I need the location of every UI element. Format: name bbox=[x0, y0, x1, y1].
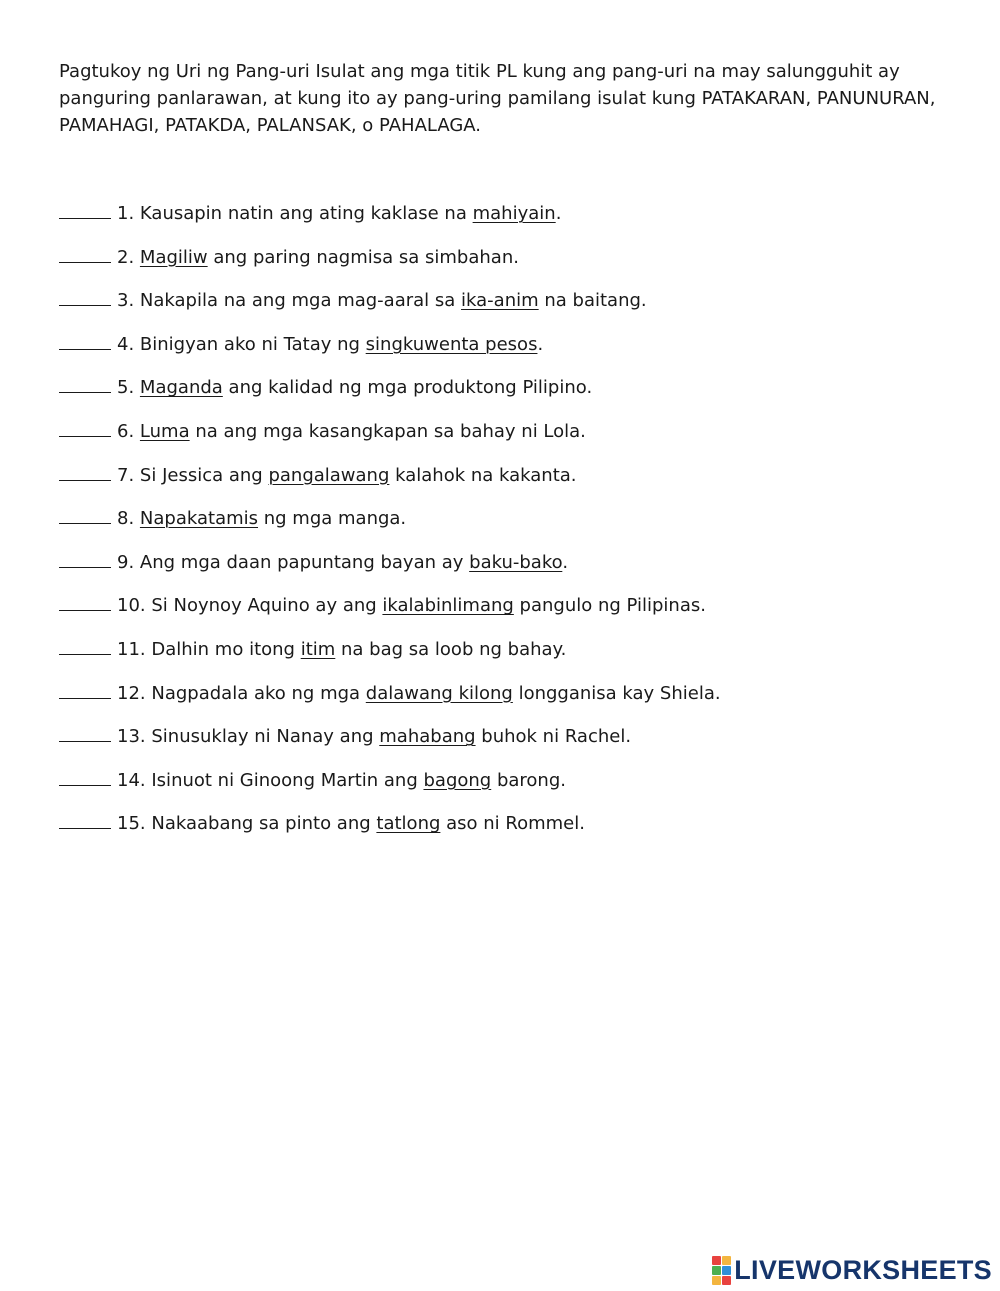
question-item bbox=[59, 200, 721, 244]
question-number: 8. bbox=[117, 508, 135, 530]
question-number: 4. bbox=[117, 333, 135, 355]
liveworksheets-logo-icon bbox=[712, 1256, 731, 1285]
answer-blank[interactable] bbox=[59, 200, 111, 219]
question-text-before: Nakaabang sa pinto ang bbox=[151, 813, 377, 835]
question-list bbox=[59, 200, 721, 854]
question-number: 7. bbox=[117, 464, 135, 486]
question-text-before: Si Jessica ang bbox=[139, 464, 269, 486]
answer-blank[interactable] bbox=[59, 462, 111, 481]
question-item bbox=[59, 680, 721, 724]
liveworksheets-brand bbox=[712, 1255, 992, 1286]
question-item bbox=[59, 810, 721, 854]
answer-blank[interactable] bbox=[59, 505, 111, 524]
question-text-after: . bbox=[562, 551, 569, 573]
underlined-adjective: Napakatamis bbox=[139, 508, 259, 530]
question-number: 12. bbox=[117, 682, 146, 704]
question-item bbox=[59, 723, 721, 767]
brand-name: LIVEWORKSHEETS bbox=[734, 1255, 992, 1285]
question-text-before: Binigyan ako ni Tatay ng bbox=[139, 333, 366, 355]
question-item bbox=[59, 505, 721, 549]
underlined-adjective: dalawang kilong bbox=[365, 682, 513, 704]
question-number: 9. bbox=[117, 551, 135, 573]
question-text-after: barong. bbox=[491, 769, 566, 791]
question-number: 1. bbox=[117, 203, 135, 224]
question-text-after: pangulo ng Pilipinas. bbox=[513, 595, 706, 617]
question-number: 11. bbox=[117, 638, 146, 660]
question-text-after: kalahok na kakanta. bbox=[389, 464, 577, 486]
answer-blank[interactable] bbox=[59, 418, 111, 437]
question-number: 2. bbox=[117, 246, 135, 268]
question-text-after: . bbox=[537, 333, 544, 355]
question-text-before: Nagpadala ako ng mga bbox=[151, 682, 366, 704]
question-text-after: buhok ni Rachel. bbox=[475, 726, 632, 748]
underlined-adjective: ikalabinlimang bbox=[382, 595, 514, 617]
question-item bbox=[59, 331, 721, 375]
question-item bbox=[59, 418, 721, 462]
answer-blank[interactable] bbox=[59, 592, 111, 611]
question-text-before: Kausapin natin ang ating kaklase na bbox=[139, 203, 473, 224]
answer-blank[interactable] bbox=[59, 374, 111, 393]
underlined-adjective: Maganda bbox=[139, 377, 223, 399]
question-text-before: Ang mga daan papuntang bayan ay bbox=[139, 551, 470, 573]
question-item bbox=[59, 287, 721, 331]
question-item bbox=[59, 767, 721, 811]
answer-blank[interactable] bbox=[59, 244, 111, 263]
question-number: 5. bbox=[117, 377, 135, 399]
underlined-adjective: ika-anim bbox=[461, 290, 539, 312]
question-item bbox=[59, 636, 721, 680]
question-text-after: . bbox=[555, 203, 562, 224]
question-number: 13. bbox=[117, 726, 146, 748]
answer-blank[interactable] bbox=[59, 767, 111, 786]
question-text-before: Nakapila na ang mga mag-aaral sa bbox=[139, 290, 462, 312]
question-text-after: na baitang. bbox=[538, 290, 647, 312]
question-item bbox=[59, 592, 721, 636]
question-item bbox=[59, 244, 721, 288]
answer-blank[interactable] bbox=[59, 723, 111, 742]
question-text-after: na ang mga kasangkapan sa bahay ni Lola. bbox=[189, 420, 586, 442]
answer-blank[interactable] bbox=[59, 331, 111, 350]
question-number: 6. bbox=[117, 420, 135, 442]
answer-blank[interactable] bbox=[59, 549, 111, 568]
question-number: 15. bbox=[117, 813, 146, 835]
answer-blank[interactable] bbox=[59, 810, 111, 829]
answer-blank[interactable] bbox=[59, 636, 111, 655]
question-text-before: Isinuot ni Ginoong Martin ang bbox=[151, 769, 424, 791]
question-text-before: Dalhin mo itong bbox=[151, 638, 301, 660]
question-text-after: ang kalidad ng mga produktong Pilipino. bbox=[222, 377, 593, 399]
question-item bbox=[59, 549, 721, 593]
question-number: 14. bbox=[117, 769, 146, 791]
worksheet-instructions: Pagtukoy ng Uri ng Pang-uri Isulat ang mga titik PL kung ang pang-uri na may salungguhit ay panguring panlarawan, at kung ito ay pang-uring pamilang isulat kung PATAKARAN, PANUNURAN, PAMAHAGI, PATAKDA, PALANSAK, o PAHALAGA. bbox=[59, 61, 936, 136]
question-item bbox=[59, 374, 721, 418]
underlined-adjective: pangalawang bbox=[268, 464, 390, 486]
underlined-adjective: Magiliw bbox=[139, 246, 208, 268]
question-text-after: ng mga manga. bbox=[258, 508, 407, 530]
underlined-adjective: singkuwenta pesos bbox=[365, 333, 538, 355]
answer-blank[interactable] bbox=[59, 680, 111, 699]
underlined-adjective: Luma bbox=[139, 420, 190, 442]
question-text-before: Sinusuklay ni Nanay ang bbox=[151, 726, 380, 748]
underlined-adjective: itim bbox=[300, 638, 336, 660]
question-text-after: ang paring nagmisa sa simbahan. bbox=[207, 246, 519, 268]
underlined-adjective: bagong bbox=[423, 769, 492, 791]
question-text-after: na bag sa loob ng bahay. bbox=[335, 638, 567, 660]
question-item bbox=[59, 462, 721, 506]
underlined-adjective: mahabang bbox=[379, 726, 476, 748]
question-number: 3. bbox=[117, 290, 135, 312]
answer-blank[interactable] bbox=[59, 287, 111, 306]
question-number: 10. bbox=[117, 595, 146, 617]
underlined-adjective: baku-bako bbox=[469, 551, 563, 573]
question-text-after: longganisa kay Shiela. bbox=[512, 682, 721, 704]
underlined-adjective: tatlong bbox=[376, 813, 441, 835]
underlined-adjective: mahiyain bbox=[472, 203, 556, 224]
question-text-before: Si Noynoy Aquino ay ang bbox=[151, 595, 383, 617]
question-text-after: aso ni Rommel. bbox=[440, 813, 585, 835]
